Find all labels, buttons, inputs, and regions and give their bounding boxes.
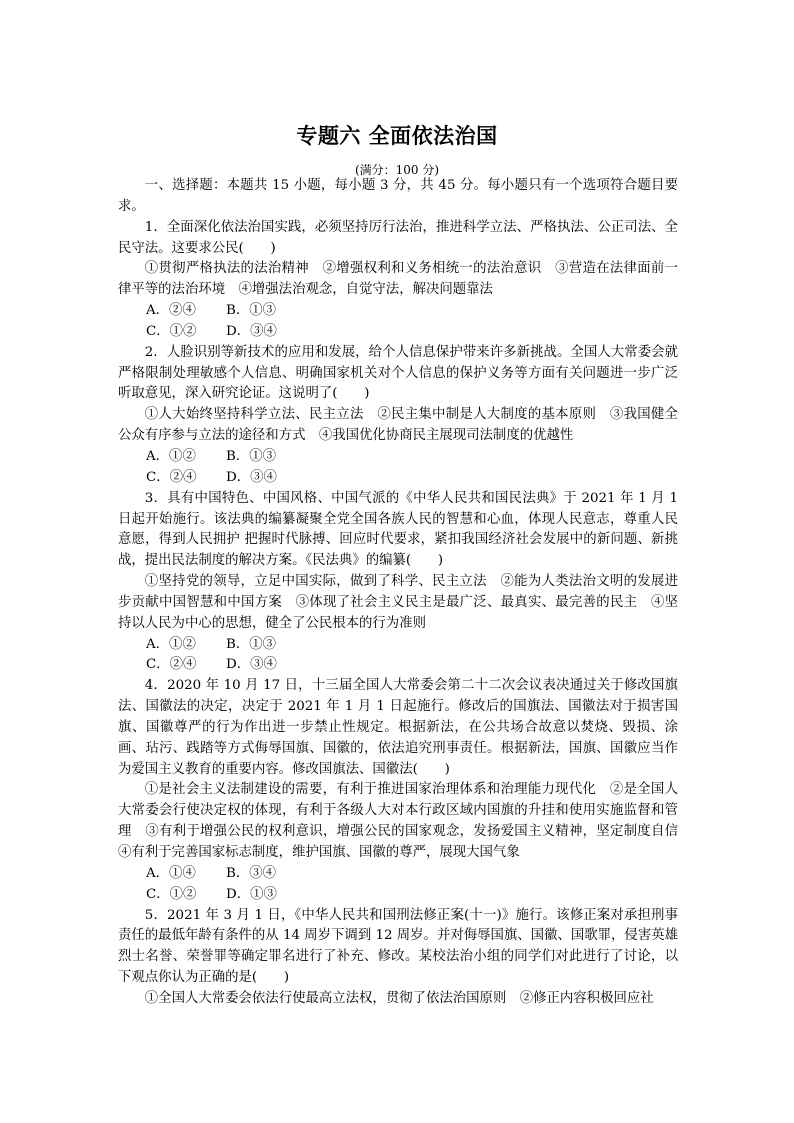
- choice-c: C．②④: [146, 657, 197, 673]
- score-note: (满分：100 分): [354, 163, 440, 177]
- choice-a: A．①④: [146, 865, 196, 881]
- question-statements: ①人大始终坚持科学立法、民主立法 ②民主集中制是人大制度的基本原则 ③我国健全公众有序参与立法的途径和方式 ④我国优化协商民主展现司法制度的优越性: [118, 407, 678, 444]
- choice-d: D．③④: [226, 657, 277, 673]
- question-stem: 5．2021 年 3 月 1 日，《中华人民共和国刑法修正案(十一)》施行。该修正案对承担刑事责任的最低年龄有条件的从 14 周岁下调到 12 周岁。并对侮辱国旗、国徽、国歌罪，侵害英雄烈士名誉、荣誉罪等确定罪名进行了补充、修改。某校法治小组的同学们对此进行了讨论，以下观点你认为正确的是( ): [118, 907, 678, 986]
- choice-a: A．②④: [146, 303, 196, 319]
- choice-b: B．①③: [226, 448, 277, 464]
- question-stem: 2．人脸识别等新技术的应用和发展，给个人信息保护带来许多新挑战。全国人大常委会就严格限制处理敏感个人信息、明确国家机关对个人信息的保护义务等方面有关问题进一步广泛听取意见，深入研究论证。这说明了( ): [118, 344, 678, 402]
- answer-choices: [118, 864, 678, 906]
- question-stem: 1．全面深化依法治国实践，必须坚持厉行法治，推进科学立法、严格执法、公正司法、全民守法。这要求公民( ): [118, 219, 678, 256]
- choice-c: C．②④: [146, 469, 197, 485]
- answer-choices: [118, 447, 678, 489]
- answer-choices: [118, 635, 678, 677]
- choice-a: A．①②: [146, 448, 196, 464]
- choice-b: B．①③: [226, 303, 277, 319]
- choice-c: C．①②: [146, 323, 197, 339]
- choice-b: B．③④: [226, 865, 277, 881]
- choice-d: D．③④: [226, 469, 277, 485]
- section-intro: 一、选择题：本题共 15 小题，每小题 3 分，共 45 分。每小题只有一个选项符合题目要求。: [118, 178, 678, 214]
- question-statements: ①坚持党的领导，立足中国实际，做到了科学、民主立法 ②能为人类法治文明的发展进步贡献中国智慧和中国方案 ③体现了社会主义民主是最广泛、最真实、最完善的民主 ④坚持以人民为中心的思想，健全了公民根本的行为准则: [118, 574, 678, 631]
- answer-choices: [118, 301, 678, 343]
- page-title: 专题六 全面依法治国: [296, 124, 498, 148]
- question-stem: 3．具有中国特色、中国风格、中国气派的《中华人民共和国民法典》于 2021 年 1 月 1 日起开始施行。该法典的编纂凝聚全党全国各族人民的智慧和心血，体现人民意志，尊重人民意愿，得到人民拥护 把握时代脉搏、回应时代要求，紧扣我国经济社会发展中的新问题、新挑战，提出民法制度的解决方案。《民法典》的编纂( ): [118, 490, 678, 569]
- choice-d: D．①③: [226, 886, 277, 902]
- question-statements: ①贯彻严格执法的法治精神 ②增强权利和义务相统一的法治意识 ③营造在法律面前一律平等的法治环境 ④增强法治观念，自觉守法，解决问题靠法: [118, 261, 678, 298]
- question-stem: 4．2020 年 10 月 17 日，十三届全国人大常委会第二十二次会议表决通过关于修改国旗法、国徽法的决定，决定于 2021 年 1 月 1 日起施行。修改后的国旗法、国徽法对于损害国旗、国徽尊严的行为作出进一步禁止性规定。根据新法，在公共场合故意以焚烧、毁损、涂画、玷污、践踏等方式侮辱国旗、国徽的，依法追究刑事责任。根据新法，国旗、国徽应当作为爱国主义教育的重要内容。修改国旗法、国徽法( ): [118, 678, 678, 777]
- choice-c: C．①②: [146, 886, 197, 902]
- choice-a: A．①②: [146, 636, 196, 652]
- choice-d: D．③④: [226, 323, 277, 339]
- choice-b: B．①③: [226, 636, 277, 652]
- question-statements: ①全国人大常委会依法行使最高立法权，贯彻了依法治国原则 ②修正内容积极回应社: [144, 990, 654, 1006]
- question-body: [118, 176, 692, 1010]
- question-statements: ①是社会主义法制建设的需要，有利于推进国家治理体系和治理能力现代化 ②是全国人大常委会行使决定权的体现，有利于各级人大对本行政区域内国旗的升挂和使用实施监督和管理 ③有利于增强公民的权利意识，增强公民的国家观念，发扬爱国主义精神，坚定制度自信 ④有利于完善国家标志制度，维护国旗、国徽的尊严，展现大国气象: [118, 782, 692, 860]
